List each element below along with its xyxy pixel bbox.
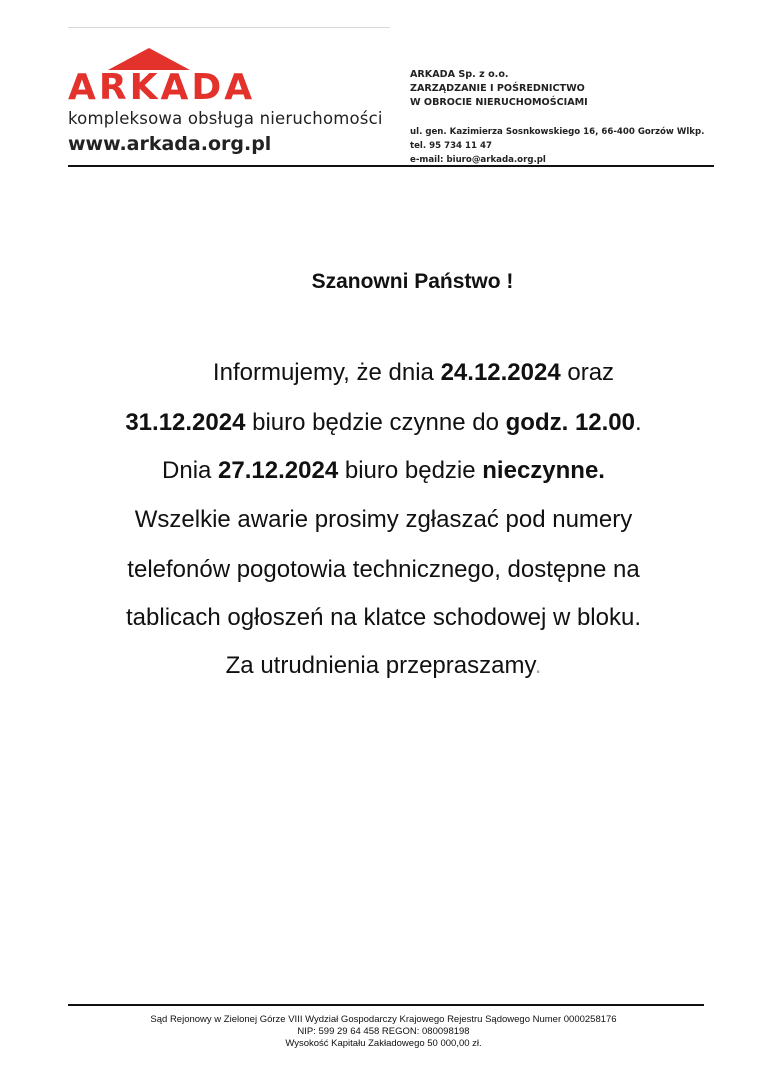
notice-line-6: tablicach ogłoszeń na klatce schodowej w bloku. bbox=[126, 604, 641, 631]
closed-label: nieczynne. bbox=[482, 457, 605, 484]
company-phone: tel. 95 734 11 47 bbox=[410, 141, 492, 151]
arkada-logo bbox=[68, 46, 388, 156]
company-line-3: W OBROCIE NIERUCHOMOŚCIAMI bbox=[410, 97, 588, 108]
footer-line-3: Wysokość Kapitału Zakładowego 50 000,00 zł. bbox=[285, 1038, 482, 1049]
text: Za utrudnienia przepraszamy bbox=[225, 652, 535, 679]
company-name: ARKADA Sp. z o.o. bbox=[410, 69, 509, 80]
text: oraz bbox=[560, 359, 615, 386]
footer-divider bbox=[68, 1004, 704, 1006]
greeting: Szanowni Państwo ! bbox=[311, 270, 514, 293]
company-address: ul. gen. Kazimierza Sosnkowskiego 16, 66-400 Gorzów Wlkp. bbox=[410, 127, 705, 137]
notice-line-5: telefonów pogotowia technicznego, dostępne na bbox=[127, 556, 640, 583]
text: biuro będzie bbox=[338, 457, 483, 484]
date-2: 31.12.2024 bbox=[125, 409, 246, 436]
date-1: 24.12.2024 bbox=[440, 359, 561, 386]
footer-line-1: Sąd Rejonowy w Zielonej Górze VIII Wydział Gospodarczy Krajowego Rejestru Sądowego Numer 0000258176 bbox=[150, 1014, 617, 1025]
hours: godz. 12.00 bbox=[505, 409, 635, 436]
text: biuro będzie czynne do bbox=[245, 409, 506, 436]
notice-line-4: Wszelkie awarie prosimy zgłaszać pod numery bbox=[134, 506, 633, 533]
footer-line-2: NIP: 599 29 64 458 REGON: 080098198 bbox=[297, 1026, 470, 1037]
text: Informujemy, że dnia bbox=[212, 359, 441, 386]
company-email[interactable]: e-mail: biuro@arkada.org.pl bbox=[410, 155, 546, 165]
date-3: 27.12.2024 bbox=[218, 457, 339, 484]
notice-line-2 bbox=[0, 408, 767, 438]
header-divider bbox=[68, 165, 714, 167]
notice-line-7 bbox=[0, 651, 767, 681]
notice-line-1 bbox=[0, 358, 767, 388]
top-divider bbox=[68, 27, 390, 28]
notice-line-3 bbox=[0, 456, 767, 486]
text: Dnia bbox=[162, 457, 219, 484]
logo-url[interactable]: www.arkada.org.pl bbox=[68, 133, 272, 155]
logo-wordmark: ARKADA bbox=[68, 67, 256, 108]
company-contact bbox=[410, 125, 704, 167]
logo-tagline: kompleksowa obsługa nieruchomości bbox=[68, 109, 383, 128]
footer bbox=[0, 1014, 767, 1050]
company-info bbox=[410, 68, 588, 110]
company-line-2: ZARZĄDZANIE I POŚREDNICTWO bbox=[410, 83, 585, 94]
text: . bbox=[534, 652, 542, 679]
text: . bbox=[635, 409, 642, 436]
